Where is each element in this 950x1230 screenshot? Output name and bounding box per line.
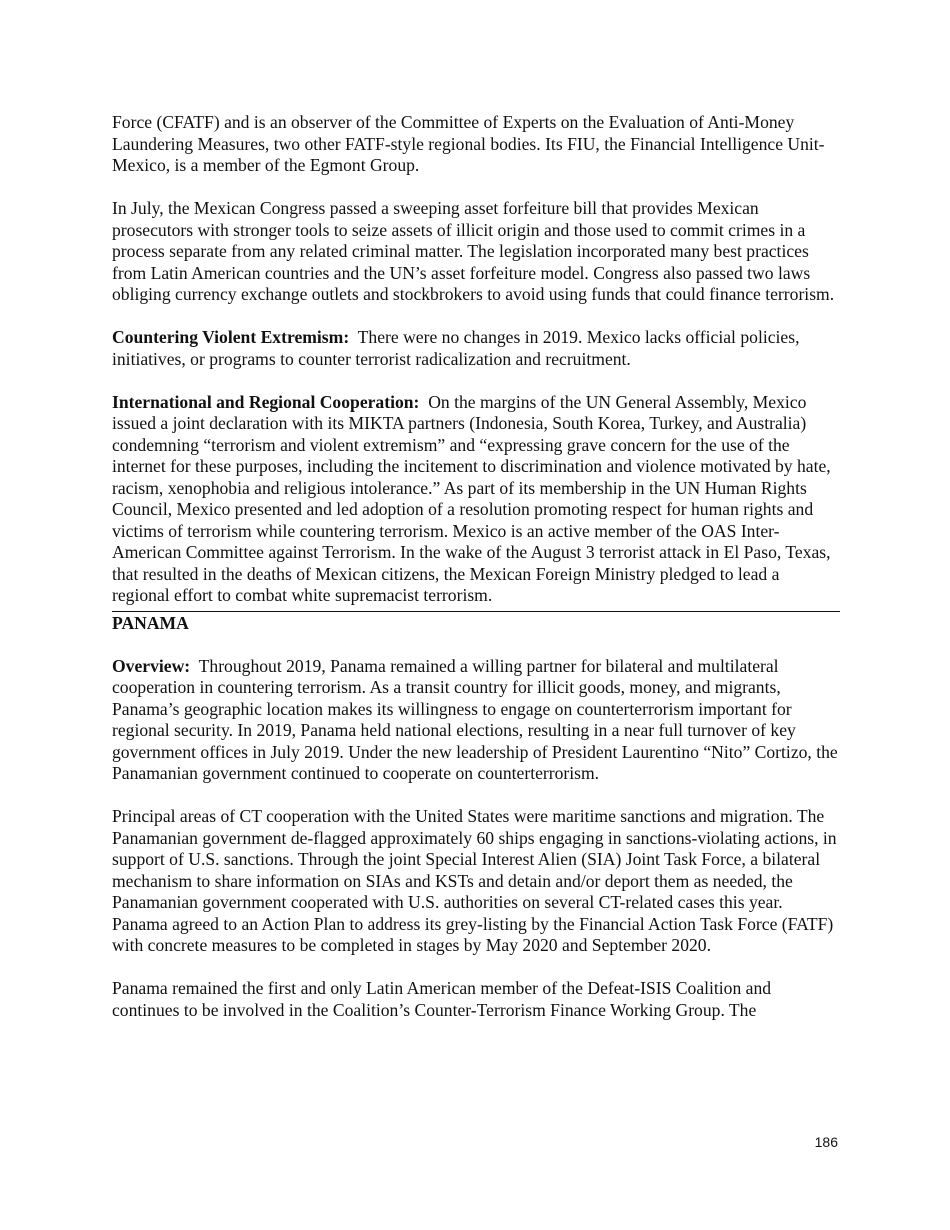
document-page — [112, 112, 840, 1043]
paragraph-asset-forfeiture: In July, the Mexican Congress passed a sweeping asset forfeiture bill that provides Mexican prosecutors with stronger tools to seize assets of illicit origin and those used to commit crimes in a process separate from any related criminal matter. The legislation incorporated many best practices from Latin American countries and the UN’s asset forfeiture model. Congress also passed two laws obliging currency exchange outlets and stockbrokers to avoid using funds that could finance terrorism. — [112, 198, 835, 304]
cooperation-heading: International and Regional Cooperation: — [112, 391, 420, 412]
section-divider — [112, 611, 840, 612]
paragraph-ct-cooperation: Principal areas of CT cooperation with the United States were maritime sanctions and migration. The Panamanian government de-flagged approximately 60 ships engaging in sanctions-violating actions, in support of U.S. sanctions. Through the joint Special Interest Alien (SIA) Joint Task Force, a bilateral mechanism to share information on SIAs and KSTs and detain and/or deport them as needed, the Panamanian government cooperated with U.S. authorities on several CT-related cases this year. Panama agreed to an Action Plan to address its grey-listing by the Financial Action Task Force (FATF) with concrete measures to be completed in stages by May 2020 and September 2020. — [112, 806, 837, 955]
paragraph-defeat-isis: Panama remained the first and only Latin American member of the Defeat-ISIS Coalition and continues to be involved in the Coalition’s Counter-Terrorism Finance Working Group. The — [112, 978, 772, 1020]
paragraph-cfatf: Force (CFATF) and is an observer of the Committee of Experts on the Evaluation of Anti-Money Laundering Measures, two other FATF-style regional bodies. Its FIU, the Financial Intelligence Unit-Mexico, is a member of the Egmont Group. — [112, 112, 825, 175]
cooperation-text: On the margins of the UN General Assembly, Mexico issued a joint declaration with its MIKTA partners (Indonesia, South Korea, Turkey, and Australia) condemning “terrorism and violent extremism” and “expressing grave concern for the use of the internet for these purposes, including the incitement to discrimination and violence motivated by hate, racism, xenophobia and religious intolerance.” As part of its membership in the UN Human Rights Council, Mexico presented and led adoption of a resolution promoting respect for human rights and victims of terrorism while countering terrorism. Mexico is an active member of the OAS Inter-American Committee against Terrorism. In the wake of the August 3 terrorist attack in El Paso, Texas, that resulted in the deaths of Mexican citizens, the Mexican Foreign Ministry pledged to lead a regional effort to combat white supremacist terrorism. — [112, 391, 831, 605]
overview-text: Throughout 2019, Panama remained a willing partner for bilateral and multilateral cooperation in countering terrorism. As a transit country for illicit goods, money, and migrants, Panama’s geographic location makes its willingness to engage on counterterrorism important for regional security. In 2019, Panama held national elections, resulting in a near full turnover of key government offices in July 2019. Under the new leadership of President Laurentino “Nito” Cortizo, the Panamanian government continued to cooperate on counterterrorism. — [112, 655, 838, 783]
paragraph-cooperation — [112, 392, 840, 607]
paragraph-overview — [112, 656, 840, 785]
paragraph-cve — [112, 327, 840, 370]
overview-heading: Overview: — [112, 655, 191, 676]
cve-heading: Countering Violent Extremism: — [112, 327, 350, 347]
section-title: PANAMA — [112, 612, 189, 633]
page-number: 186 — [814, 1134, 838, 1150]
cve-text: There were no changes in 2019. Mexico lacks official policies, initiatives, or programs to counter terrorist radicalization and recruitment. — [112, 327, 800, 369]
